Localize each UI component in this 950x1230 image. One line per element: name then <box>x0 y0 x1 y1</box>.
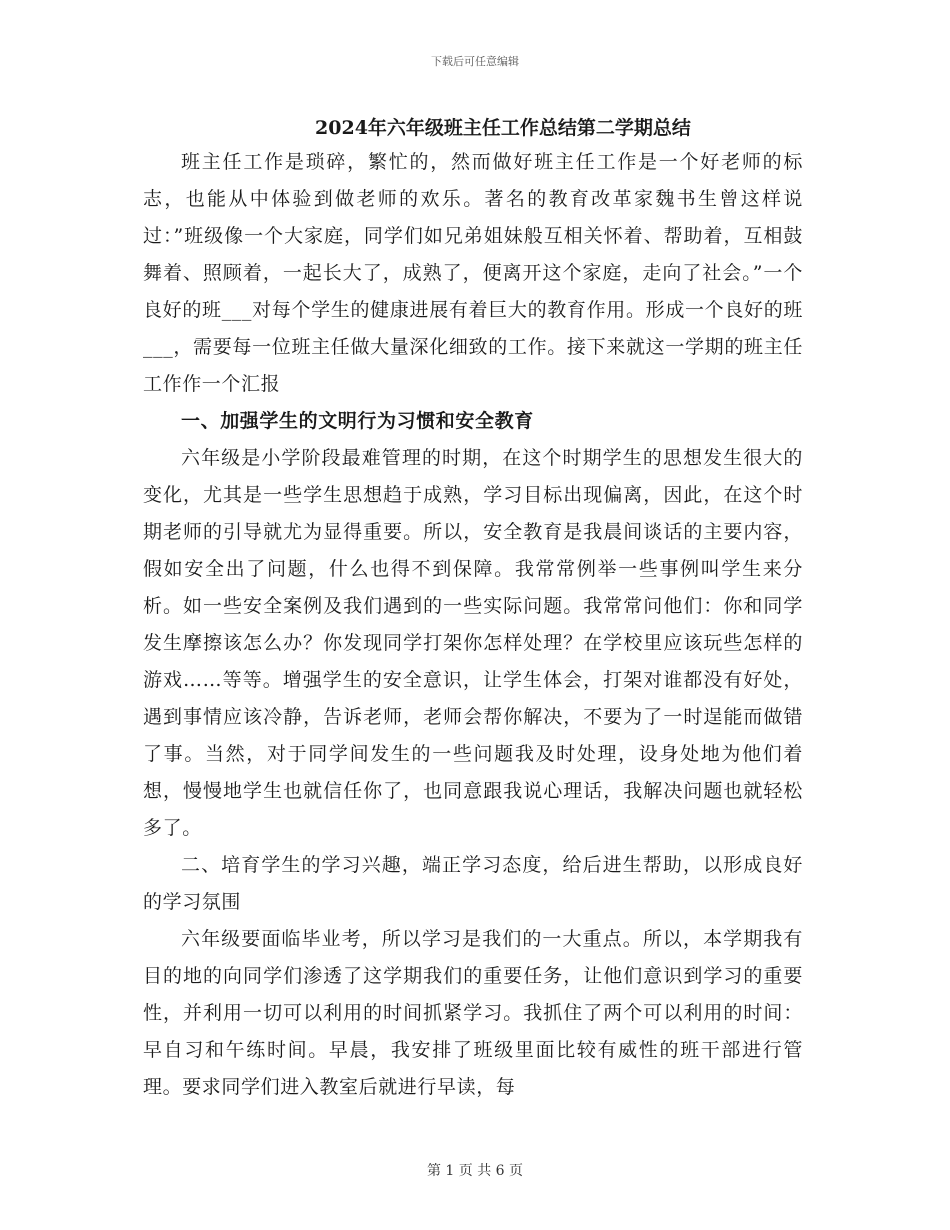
section-heading-2: 二、培育学生的学习兴趣，端正学习态度，给后进生帮助，以形成良好的学习氛围 <box>143 854 803 913</box>
section-2-paragraph: 六年级要面临毕业考，所以学习是我们的一大重点。所以，本学期我有目的地的向同学们渗透了这学期我们的重要任务，让他们意识到学习的重要性，并利用一切可以利用的时间抓紧学习。我抓住了两个可以利用的时间：早自习和午练时间。早晨，我安排了班级里面比较有威性的班干部进行管理。要求同学们进入教室后就进行早读，每 <box>143 928 803 1098</box>
document-title: 2024年六年级班主任工作总结第二学期总结 <box>315 117 691 139</box>
section-1-paragraph: 六年级是小学阶段最难管理的时期，在这个时期学生的思想发生很大的变化，尤其是一些学生思想趋于成熟，学习目标出现偏离，因此，在这个时期老师的引导就尤为显得重要。所以，安全教育是我晨间谈话的主要内容，假如安全出了问题，什么也得不到保障。我常常例举一些事例叫学生来分析。如一些安全案例及我们遇到的一些实际问题。我常常问他们：你和同学发生摩擦该怎么办？你发现同学打架你怎样处理？在学校里应该玩些怎样的游戏……等等。增强学生的安全意识，让学生体会，打架对谁都没有好处，遇到事情应该冷静，告诉老师，老师会帮你解决，不要为了一时逞能而做错了事。当然，对于同学间发生的一些问题我及时处理，设身处地为他们着想，慢慢地学生也就信任你了，也同意跟我说心理话，我解决问题也就轻松多了。 <box>143 447 803 839</box>
document-body <box>143 112 803 1106</box>
intro-paragraph: 班主任工作是琐碎，繁忙的，然而做好班主任工作是一个好老师的标志，也能从中体验到做老师的欢乐。著名的教育改革家魏书生曾这样说过：”班级像一个大家庭，同学们如兄弟姐妹般互相关怀着、帮助着，互相鼓舞着、照顾着，一起长大了，成熟了，便离开这个家庭，走向了社会。”一个良好的班___对每个学生的健康进展有着巨大的教育作用。形成一个良好的班___，需要每一位班主任做大量深化细致的工作。接下来就这一学期的班主任工作作一个汇报 <box>143 151 803 395</box>
page-header-note: 下载后可任意编辑 <box>431 55 519 68</box>
section-heading-1: 一、加强学生的文明行为习惯和安全教育 <box>181 410 534 432</box>
page-number: 第 1 页 共 6 页 <box>426 1163 524 1179</box>
